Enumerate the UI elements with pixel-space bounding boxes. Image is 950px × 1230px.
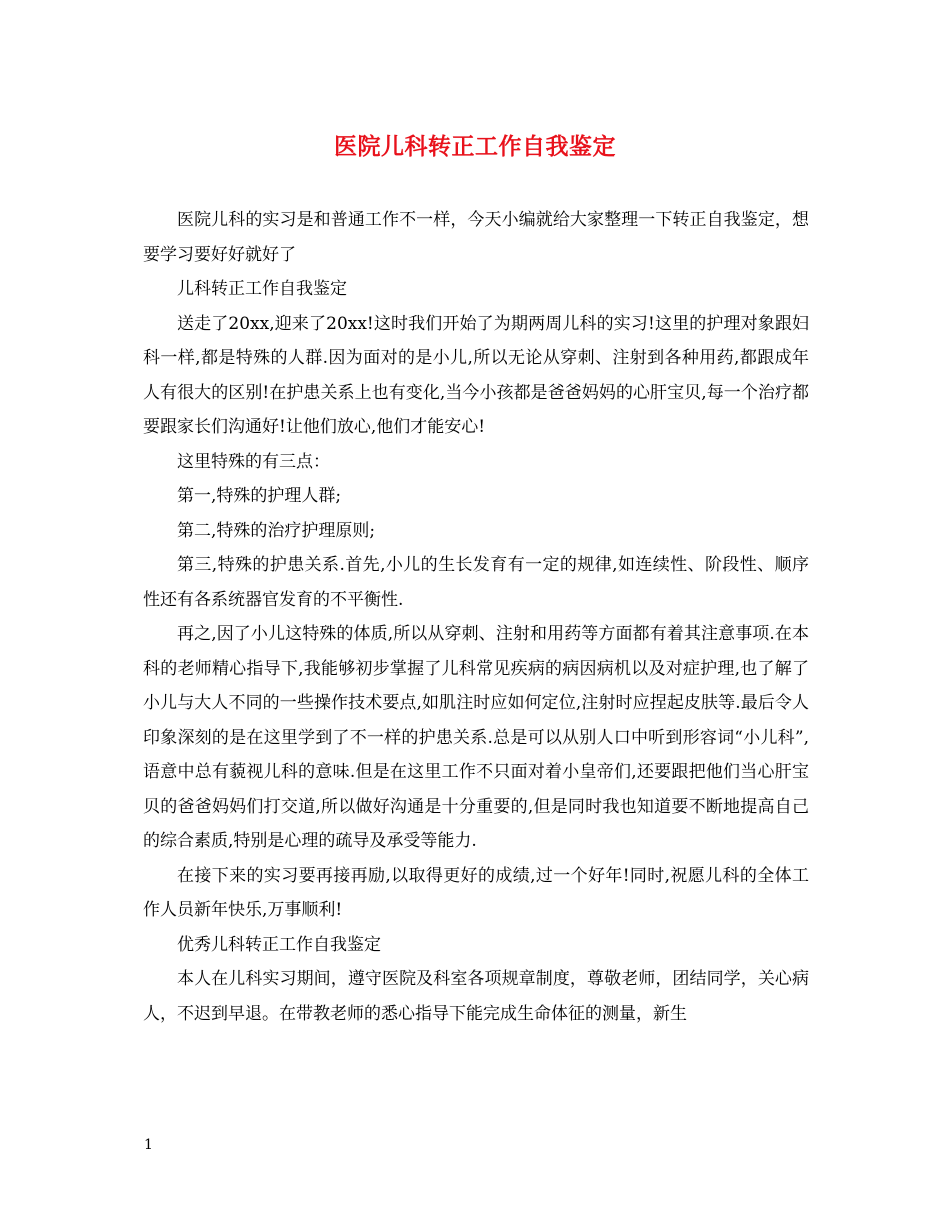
document-body [143,203,809,1031]
paragraph: 这里特殊的有三点： [177,451,330,472]
paragraph: 再之,因了小儿这特殊的体质,所以从穿刺、注射和用药等方面都有着其注意事项.在本科的老师精心指导下,我能够初步掌握了儿科常见疾病的病因病机以及对症护理,也了解了小儿与大人不同的一些操作技术要点,如肌注时应如何定位,注射时应捏起皮肤等.最后令人印象深刻的是在这里学到了不一样的护患关系.总是可以从别人口中听到形容词“小儿科”,语意中总有藐视儿科的意味.但是在这里工作不只面对着小皇帝们,还要跟把他们当心肝宝贝的爸爸妈妈们打交道,所以做好沟通是十分重要的,但是同时我也知道要不断地提高自己的综合素质,特别是心理的疏导及承受等能力. [143,624,809,851]
section-heading: 优秀儿科转正工作自我鉴定 [177,934,381,955]
page-number: 1 [144,1137,153,1153]
document-title: 医院儿科转正工作自我鉴定 [334,133,616,160]
paragraph: 送走了20xx,迎来了20xx!这时我们开始了为期两周儿科的实习!这里的护理对象跟妇科一样,都是特殊的人群.因为面对的是小儿,所以无论从穿刺、注射到各种用药,都跟成年人有很大的区别!在护患关系上也有变化,当今小孩都是爸爸妈妈的心肝宝贝,每一个治疗都要跟家长们沟通好!让他们放心,他们才能安心! [143,313,809,437]
list-item: 第二,特殊的治疗护理原则; [177,520,376,541]
paragraph: 在接下来的实习要再接再励,以取得更好的成绩,过一个好年!同时,祝愿儿科的全体工作人员新年快乐,万事顺利! [143,865,809,920]
list-item: 第三,特殊的护患关系.首先,小儿的生长发育有一定的规律,如连续性、阶段性、顺序性还有各系统器官发育的不平衡性. [143,555,809,610]
section-heading: 儿科转正工作自我鉴定 [177,279,347,299]
list-item: 第一,特殊的护理人群; [177,486,342,506]
paragraph: 本人在儿科实习期间，遵守医院及科室各项规章制度，尊敬老师，团结同学，关心病人，不迟到早退。在带教老师的悉心指导下能完成生命体征的测量，新生 [143,969,809,1024]
paragraph-intro: 医院儿科的实习是和普通工作不一样，今天小编就给大家整理一下转正自我鉴定，想要学习要好好就好了 [143,210,809,265]
